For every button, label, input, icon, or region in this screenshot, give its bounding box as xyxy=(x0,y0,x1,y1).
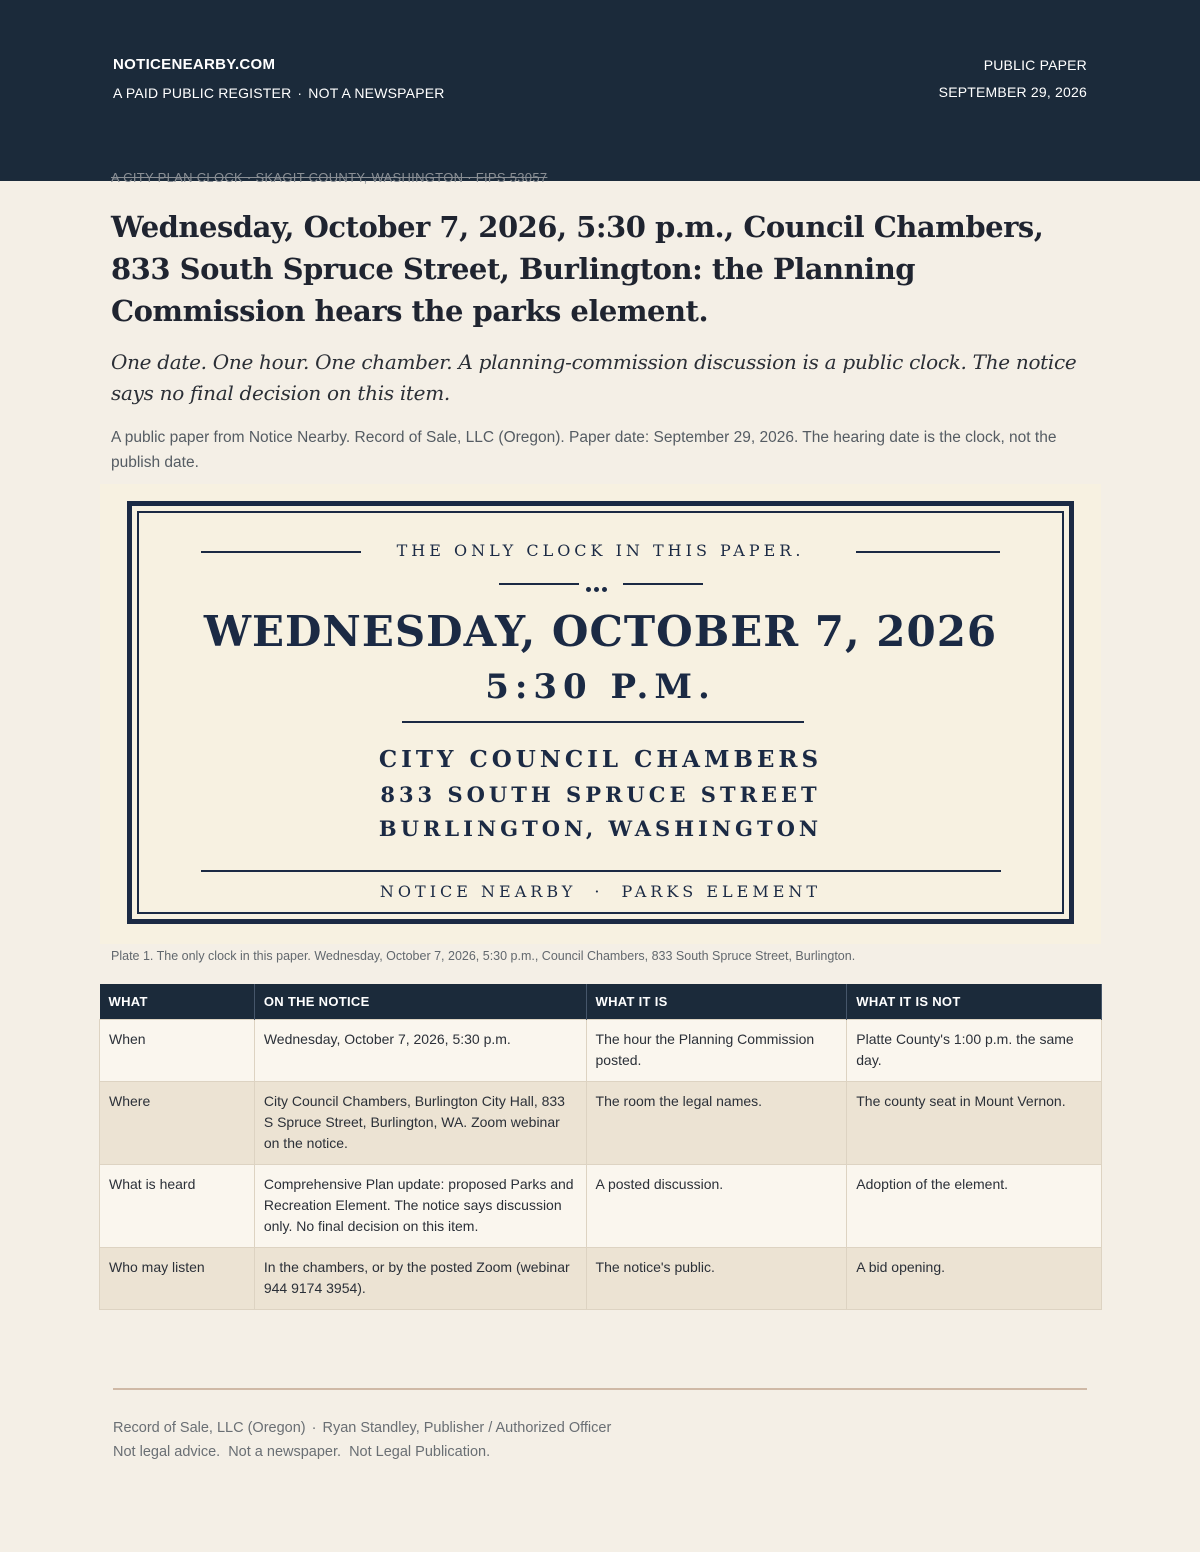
masthead-right xyxy=(939,57,1087,100)
page-footer xyxy=(113,1416,611,1464)
table-cell: When xyxy=(100,1019,255,1081)
table-row xyxy=(100,1247,1102,1309)
kicker: A CITY PLAN CLOCK · SKAGIT COUNTY, WASHINGTON · FIPS 53057 xyxy=(111,170,548,185)
plate-venue-room: CITY COUNCIL CHAMBERS xyxy=(378,746,823,773)
publisher-separator: · xyxy=(311,1420,317,1436)
table-cell: In the chambers, or by the posted Zoom (webinar 944 9174 3954). xyxy=(254,1247,586,1309)
table-cell: Adoption of the element. xyxy=(847,1164,1102,1247)
plate-time: 5:30 P.M. xyxy=(485,667,716,707)
masthead xyxy=(0,0,1200,181)
table-cell: Comprehensive Plan update: proposed Parks and Recreation Element. The notice says discussion only. No final decision on this item. xyxy=(254,1164,586,1247)
plate-top-label: THE ONLY CLOCK IN THIS PAPER. xyxy=(396,541,805,560)
tagline-not-newspaper: NOT A NEWSPAPER xyxy=(308,85,445,101)
table-cell: Platte County's 1:00 p.m. the same day. xyxy=(847,1019,1102,1081)
column-header-what-it-is-not: WHAT IT IS NOT xyxy=(847,984,1102,1019)
table-cell: What is heard xyxy=(100,1164,255,1247)
disclaimer-not-newspaper: Not a newspaper. xyxy=(228,1444,342,1460)
table-header-row xyxy=(100,984,1102,1019)
table-cell: A bid opening. xyxy=(847,1247,1102,1309)
plate-date: WEDNESDAY, OCTOBER 7, 2026 xyxy=(203,607,998,656)
headline: Wednesday, October 7, 2026, 5:30 p.m., Council Chambers, 833 South Spruce Street, Burlington: the Planning Commission hears the parks element. xyxy=(111,210,1044,328)
table-row xyxy=(100,1164,1102,1247)
clock-plate xyxy=(100,484,1101,944)
table-cell: The county seat in Mount Vernon. xyxy=(847,1081,1102,1164)
paper-date: SEPTEMBER 29, 2026 xyxy=(938,84,1087,100)
tagline-separator: · xyxy=(297,85,303,101)
byline: A public paper from Notice Nearby. Record of Sale, LLC (Oregon). Paper date: September 29, 2026. The hearing date is the clock, not the publish date. xyxy=(111,429,1057,471)
plate-venue-city: BURLINGTON, WASHINGTON xyxy=(378,816,823,841)
notice-facts-table xyxy=(99,984,1102,1310)
table-cell: The notice's public. xyxy=(586,1247,847,1309)
publisher-line xyxy=(113,1416,611,1440)
table-cell: A posted discussion. xyxy=(586,1164,847,1247)
plate-ornament-left xyxy=(499,583,579,585)
table-cell: City Council Chambers, Burlington City Hall, 833 S Spruce Street, Burlington, WA. Zoom webinar on the notice. xyxy=(254,1081,586,1164)
column-header-what-it-is: WHAT IT IS xyxy=(586,984,847,1019)
table-cell: Who may listen xyxy=(100,1247,255,1309)
plate-ornament-right xyxy=(623,583,703,585)
site-brand-link[interactable]: NOTICENEARBY.COM xyxy=(113,56,276,73)
disclaimer-legal-advice: Not legal advice. xyxy=(113,1444,221,1460)
plate-ornament-dots xyxy=(586,579,616,587)
table-cell: Wednesday, October 7, 2026, 5:30 p.m. xyxy=(254,1019,586,1081)
dek: One date. One hour. One chamber. A planning-commission discussion is a public clock. The notice says no final decision on this item. xyxy=(111,350,1077,405)
table-row xyxy=(100,1081,1102,1164)
disclaimer-line xyxy=(113,1440,611,1464)
plate-caption: Plate 1. The only clock in this paper. Wednesday, October 7, 2026, 5:30 p.m., Council Chambers, 833 South Spruce Street, Burlington. xyxy=(111,949,856,963)
publisher-entity: Record of Sale, LLC (Oregon) xyxy=(113,1420,306,1436)
plate-rule-middle xyxy=(402,721,804,723)
table-cell: The hour the Planning Commission posted. xyxy=(586,1019,847,1081)
disclaimer-not-legal-publication: Not Legal Publication. xyxy=(349,1444,491,1460)
table-row xyxy=(100,1019,1102,1081)
plate-footer-separator: · xyxy=(594,882,604,901)
footer-divider xyxy=(113,1388,1087,1390)
masthead-left xyxy=(113,56,445,101)
tagline-register: A PAID PUBLIC REGISTER xyxy=(113,85,292,101)
plate-footer-topic: PARKS ELEMENT xyxy=(621,882,822,901)
plate-venue-street: 833 SOUTH SPRUCE STREET xyxy=(380,782,821,807)
plate-frame-outer xyxy=(127,501,1074,924)
paper-type: PUBLIC PAPER xyxy=(983,57,1087,73)
table-cell: Where xyxy=(100,1081,255,1164)
plate-frame-inner xyxy=(137,511,1064,914)
masthead-tagline xyxy=(113,85,445,101)
plate-rule-bottom xyxy=(201,870,1001,872)
plate-footer xyxy=(100,882,1101,901)
table-cell: The room the legal names. xyxy=(586,1081,847,1164)
column-header-on-the-notice: ON THE NOTICE xyxy=(254,984,586,1019)
plate-footer-brand: NOTICE NEARBY xyxy=(379,882,577,901)
publisher-officer: Ryan Standley, Publisher / Authorized Officer xyxy=(322,1420,612,1436)
column-header-what: WHAT xyxy=(100,984,255,1019)
